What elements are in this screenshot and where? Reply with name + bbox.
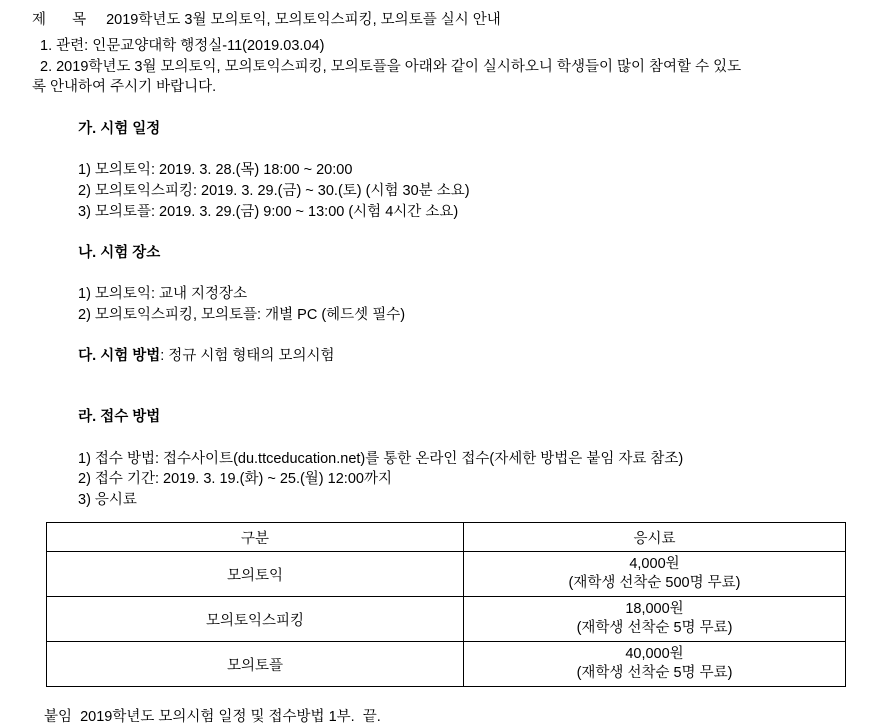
fee-row-2-amount: 18,000원 xyxy=(625,601,684,618)
fee-row-3-amount-cell xyxy=(464,642,846,687)
fee-table-header-amount: 응시료 xyxy=(464,523,846,552)
fee-table-header-category: 구분 xyxy=(47,523,464,552)
section-heading-da xyxy=(10,325,879,387)
section-ga-item-3: 3) 모의토플: 2019. 3. 29.(금) 9:00 ~ 13:00 (시험 4시간 소요) xyxy=(78,203,459,220)
fee-table-header-row xyxy=(47,523,846,552)
fee-row-1-note: (재학생 선착순 500명 무료) xyxy=(568,575,741,592)
body-line-3: 록 안내하여 주시기 바랍니다. xyxy=(32,79,217,96)
document-title-row xyxy=(10,8,879,29)
table-row xyxy=(47,552,846,597)
fee-row-2-amount-cell xyxy=(464,597,846,642)
section-heading-da-suffix: : 정규 시험 형태의 모의시험 xyxy=(160,347,335,364)
section-heading-da-label: 다. 시험 방법 xyxy=(78,347,161,364)
section-heading-ra-label: 라. 접수 방법 xyxy=(78,409,161,426)
section-heading-ra xyxy=(10,387,879,449)
fee-row-3-note: (재학생 선착순 5명 무료) xyxy=(576,665,733,682)
body-line-1: 1. 관련: 인문교양대학 행정실-11(2019.03.04) xyxy=(40,38,325,54)
fee-row-2-note: (재학생 선착순 5명 무료) xyxy=(576,620,733,637)
title-label: 제 목 xyxy=(32,12,93,28)
fee-row-3-category: 모의토플 xyxy=(47,642,464,687)
section-ra-item-1: 1) 접수 방법: 접수사이트(du.ttceducation.net)를 통한 온라인 접수(자세한 방법은 붙임 자료 참조) xyxy=(78,450,684,467)
fee-row-3-amount: 40,000원 xyxy=(625,646,684,663)
section-na-item-1: 1) 모의토익: 교내 지정장소 xyxy=(78,285,248,302)
fee-row-1-category: 모의토익 xyxy=(47,552,464,597)
attachment-note: 붙임 2019학년도 모의시험 일정 및 접수방법 1부. 끝. xyxy=(44,709,381,726)
section-heading-na-label: 나. 시험 장소 xyxy=(78,244,161,261)
fee-row-2-category: 모의토익스피킹 xyxy=(47,597,464,642)
section-heading-ga xyxy=(10,99,879,161)
section-ga-item-1: 1) 모의토익: 2019. 3. 28.(목) 18:00 ~ 20:00 xyxy=(78,162,353,179)
fee-table xyxy=(46,522,846,687)
body-line-2: 2. 2019학년도 3월 모의토익, 모의토익스피킹, 모의토플을 아래와 같이 실시하오니 학생들이 많이 참여할 수 있도 xyxy=(40,58,742,75)
fee-row-1-amount: 4,000원 xyxy=(629,556,680,573)
section-heading-na xyxy=(10,222,879,284)
table-row xyxy=(47,597,846,642)
section-heading-ga-label: 가. 시험 일정 xyxy=(78,121,161,138)
fee-row-1-amount-cell xyxy=(464,552,846,597)
section-na-item-2: 2) 모의토익스피킹, 모의토플: 개별 PC (헤드셋 필수) xyxy=(78,306,406,323)
section-ra-item-3: 3) 응시료 xyxy=(78,491,137,508)
page-title: 2019학년도 3월 모의토익, 모의토익스피킹, 모의토플 실시 안내 xyxy=(106,12,501,28)
table-row xyxy=(47,642,846,687)
section-ra-item-2: 2) 접수 기간: 2019. 3. 19.(화) ~ 25.(월) 12:00까지 xyxy=(78,471,392,488)
section-ga-item-2: 2) 모의토익스피킹: 2019. 3. 29.(금) ~ 30.(토) (시험 30분 소요) xyxy=(78,183,470,200)
